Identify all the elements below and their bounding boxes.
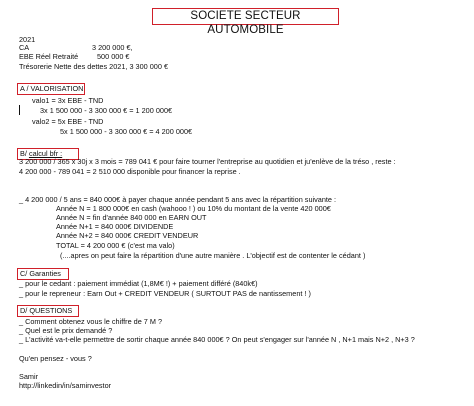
valo1-formula: valo1 = 3x EBE - TND <box>32 96 104 105</box>
year-label: 2021 <box>19 35 36 44</box>
repartition-note: (....apres on peut faire la répartition d'une autre manière . L'objectif est de contenter le cédant ) <box>60 251 366 260</box>
valo1-calc: 3x 1 500 000 - 3 300 000 € = 1 200 000€ <box>40 106 173 115</box>
question-3: _ L'activité va-t-elle permettre de sortir chaque année 840 000€ ? On peut s'engager sur l'année N , N+1 mais N+2 , N+3 ? <box>19 335 415 344</box>
section-b-prefix: B/ <box>20 149 27 158</box>
total-valo: TOTAL = 4 200 000 € (c'est ma valo) <box>56 241 175 250</box>
ca-label: CA <box>19 43 30 52</box>
annee-n-cash: Année N = 1 800 000€ en cash (wahooo ! ) ou 10% du montant de la vente 420 000€ <box>56 204 331 213</box>
annee-n1-dividende: Année N+1 = 840 000€ DIVIDENDE <box>56 222 174 231</box>
garantie-cedant: _ pour le cedant : paiement immédiat (1,8M€ !) + paiement différé (840k€) <box>19 279 258 288</box>
section-d-heading: D/ QUESTIONS <box>17 305 79 317</box>
section-c-heading: C/ Garanties <box>17 268 69 280</box>
bfr-line-2: 4 200 000 - 789 041 = 2 510 000 disponible pour financer la reprise . <box>19 167 241 176</box>
document-title: SOCIETE SECTEUR AUTOMOBILE <box>152 8 339 25</box>
section-a-heading: A / VALORISATION <box>17 83 85 95</box>
ebe-value: 500 000 € <box>97 52 130 61</box>
treso-line: Trésorerie Nette des dettes 2021, 3 300 000 € <box>19 62 169 71</box>
text-cursor-bar <box>19 105 20 115</box>
question-1: _ Comment obtenez vous le chiffre de 7 M ? <box>19 317 163 326</box>
payment-plan-line: _ 4 200 000 / 5 ans = 840 000€ à payer chaque année pendant 5 ans avec la répartition suivante : <box>19 195 337 204</box>
bfr-line-1: 3 200 000 / 365 x 30j x 3 mois = 789 041 € pour faire tourner l'entreprise au quotidien et ju'enlève de la tréso , reste : <box>19 157 396 166</box>
annee-n2-credit-vendeur: Année N+2 = 840 000€ CREDIT VENDEUR <box>56 231 199 240</box>
calcul-bfr-link[interactable]: calcul bfr : <box>28 149 63 158</box>
valo2-calc: 5x 1 500 000 - 3 300 000 € = 4 200 000€ <box>60 127 193 136</box>
garantie-repreneur: _ pour le repreneur : Earn Out + CREDIT VENDEUR ( SURTOUT PAS de nantissement ! ) <box>19 289 311 298</box>
valo2-formula: valo2 = 5x EBE - TND <box>32 117 104 126</box>
author-name: Samir <box>19 372 39 381</box>
ebe-label: EBE Réel Retraité <box>19 52 79 61</box>
question-2: _ Quel est le prix demandé ? <box>19 326 113 335</box>
ca-value: 3 200 000 €, <box>92 43 133 52</box>
linkedin-link[interactable]: http://linkedin/in/saminvestor <box>19 381 112 390</box>
annee-n-earn-out: Année N = fin d'année 840 000 en EARN OUT <box>56 213 207 222</box>
closing-question: Qu'en pensez - vous ? <box>19 354 92 363</box>
